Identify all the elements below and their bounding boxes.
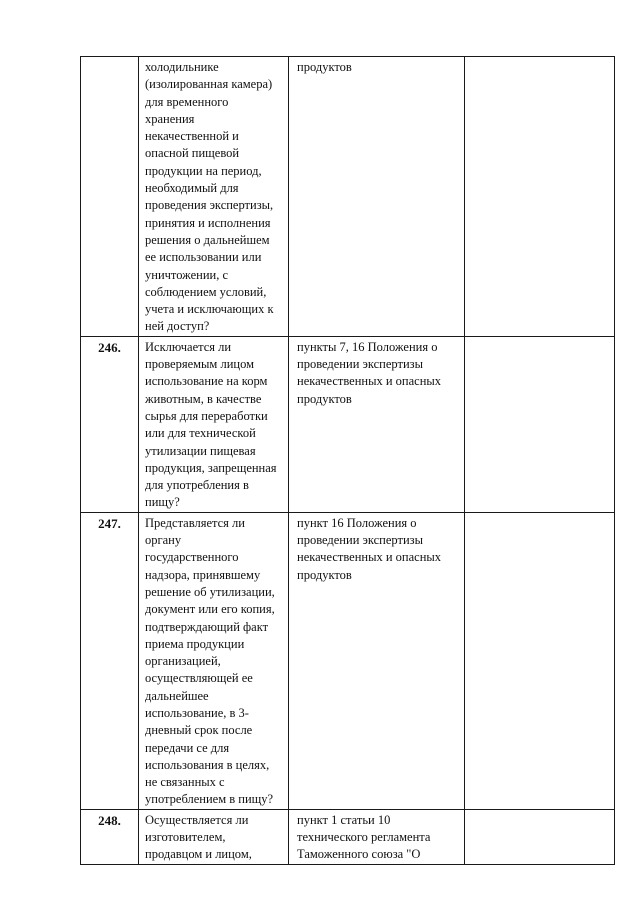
row-number-cell [81,336,139,512]
question-text [139,57,289,336]
question-line: употреблением в пищу? [145,792,274,807]
reference-cell [289,809,465,864]
table-row [81,57,615,337]
reference-cell [289,336,465,512]
question-line: осуществляющей ее [145,671,253,686]
question-line: дневный срок после [145,723,253,738]
question-line: ней доступ? [145,319,210,334]
reference-text [289,810,465,864]
question-line: подтверждающий факт [145,619,269,634]
question-cell [139,512,289,809]
reference-line: продуктов [297,567,352,582]
reference-text [289,513,465,584]
reference-line: проведении экспертизы [297,357,423,372]
reference-line: продуктов [297,391,352,406]
question-line: холодильнике [145,60,219,74]
reference-cell [289,512,465,809]
empty-cell [465,336,615,512]
question-line: животным, в качестве [145,391,262,406]
row-number: 248. [98,812,121,828]
empty-cell [465,57,615,337]
question-cell [139,57,289,337]
question-cell [139,336,289,512]
reference-line: пункт 1 статьи 10 [297,812,391,827]
question-line: ее использовании или [145,250,262,265]
table-row [81,809,615,864]
question-line: передачи се для [145,740,230,755]
question-line: не связанных с [145,775,225,790]
question-line: продавцом и лицом, [145,847,252,862]
reference-line: некачественных и опасных [297,550,442,565]
reference-line: продуктов [297,60,352,74]
question-line: утилизации пищевая [145,443,256,458]
question-line: Исключается ли [145,339,232,354]
question-line: Осуществляется ли [145,812,249,827]
question-line: для употребления в [145,478,249,493]
question-line: продукции на период, [145,163,262,178]
question-line: решения о дальнейшем [145,232,270,247]
question-line: опасной пищевой [145,146,240,161]
reference-text [289,337,465,408]
question-line: решение об утилизации, [145,584,275,599]
empty-cell [465,512,615,809]
row-number: 247. [98,515,121,531]
question-line: проведения экспертизы, [145,198,274,213]
question-line: принятия и исполнения [145,215,271,230]
row-number-cell [81,512,139,809]
question-line: использование на корм [145,374,268,389]
question-line: уничтожении, с [145,267,229,282]
question-line: документ или его копия, [145,602,275,617]
question-line: надзора, принявшему [145,567,261,582]
question-line: органу [145,533,182,548]
question-line: государственного [145,550,239,565]
question-line: изготовителем, [145,830,226,845]
question-line: проверяемым лицом [145,357,254,372]
question-line: организацией, [145,654,221,669]
question-line: использование, в 3- [145,705,249,720]
question-line: или для технической [145,426,256,441]
table-row [81,512,615,809]
question-line: дальнейшее [145,688,209,703]
question-line: использования в целях, [145,757,270,772]
question-line: некачественной и [145,129,239,144]
row-number: 246. [98,339,121,355]
question-text [139,513,289,809]
question-line: продукция, запрещенная [145,460,277,475]
question-line: (изолированная камера) [145,77,273,92]
question-line: приема продукции [145,636,245,651]
reference-line: некачественных и опасных [297,374,442,389]
row-number-cell [81,809,139,864]
table-row [81,336,615,512]
reference-cell [289,57,465,337]
document-page [80,56,614,865]
question-cell [139,809,289,864]
question-line: пищу? [145,495,180,510]
reference-line: технического регламента [297,830,431,845]
question-text [139,337,289,512]
reference-line: пункт 16 Положения о [297,515,417,530]
question-line: сырья для переработки [145,408,268,423]
question-line: соблюдением условий, [145,284,267,299]
requirements-table [80,56,615,865]
question-line: Представляется ли [145,515,245,530]
question-line: необходимый для [145,181,239,196]
question-text [139,810,289,864]
question-line: для временного [145,94,229,109]
row-number-cell [81,57,139,337]
reference-text [289,57,465,76]
reference-line: Таможенного союза "О [297,847,421,862]
empty-cell [465,809,615,864]
question-line: учета и исключающих к [145,302,274,317]
reference-line: пункты 7, 16 Положения о [297,339,438,354]
question-line: хранения [145,111,195,126]
reference-line: проведении экспертизы [297,533,423,548]
